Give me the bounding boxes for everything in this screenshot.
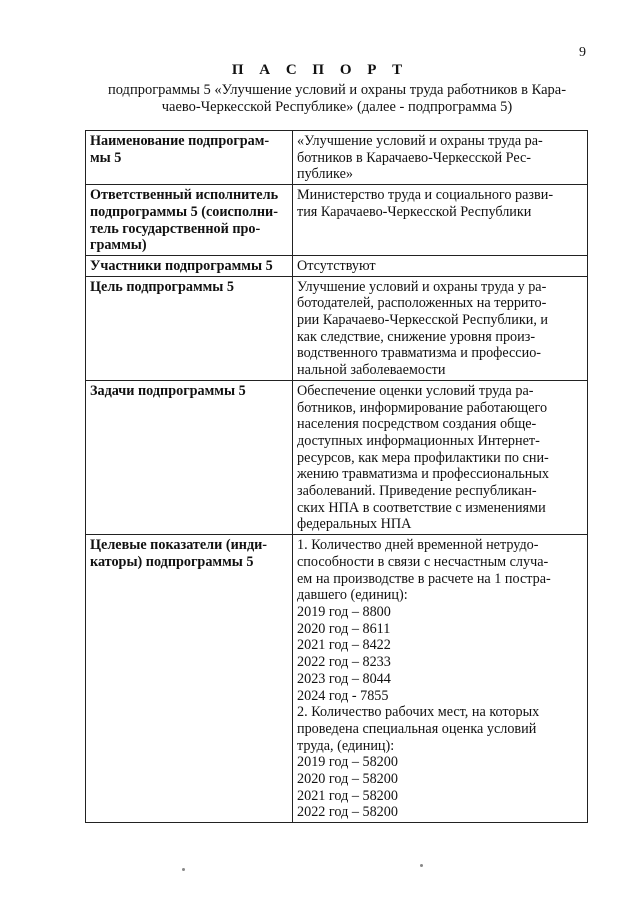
row-value-line: способности в связи с несчастным случа- — [297, 553, 549, 570]
row-value-line: 1. Количество дней временной нетрудо- — [297, 537, 539, 554]
passport-table — [85, 130, 588, 823]
row-value-cell — [293, 380, 588, 534]
row-value-cell — [293, 255, 588, 276]
row-value-line: «Улучшение условий и охраны труда ра- — [297, 133, 543, 149]
subtitle-line: подпрограммы 5 «Улучшение условий и охраны труда работников в Кара- — [107, 82, 567, 98]
row-value-cell — [293, 131, 588, 185]
row-value-line: жению травматизма и профессиональных — [297, 466, 550, 483]
subtitle-line: чаево-Черкесской Республике» (далее - подпрограмма 5) — [161, 99, 513, 115]
row-label-line: Задачи подпрограммы 5 — [90, 382, 246, 399]
row-value-line: населения посредством создания обще- — [297, 416, 537, 433]
row-value-line: ресурсов, как мера профилактики по сни- — [297, 449, 549, 466]
scan-artifact-dot — [420, 864, 423, 867]
row-value-line: 2024 год - 7855 — [297, 687, 389, 704]
row-value-line: труда, (единиц): — [297, 737, 395, 754]
row-value-line: водственного травматизма и профессио- — [297, 345, 542, 362]
document-title: П А С П О Р Т — [231, 62, 409, 78]
row-value-cell — [293, 185, 588, 256]
row-label-line: мы 5 — [90, 149, 122, 166]
row-value-cell — [293, 535, 588, 823]
row-value-line: ботников, информирование работающего — [297, 399, 548, 416]
row-label-line: Участники подпрограммы 5 — [90, 257, 273, 274]
page-number: 9 — [579, 45, 586, 60]
row-label-cell — [86, 535, 293, 823]
table-row — [86, 131, 588, 185]
row-value-line: 2019 год – 58200 — [297, 754, 398, 771]
row-value-line: 2019 год – 8800 — [297, 603, 391, 620]
row-label-line: каторы) подпрограммы 5 — [90, 553, 254, 570]
row-value-line: Обеспечение оценки условий труда ра- — [297, 382, 534, 399]
row-value-line: ботников в Карачаево-Черкесской Рес- — [297, 149, 531, 166]
row-value-line: проведена специальная оценка условий — [297, 720, 537, 737]
document-subtitle — [92, 82, 582, 116]
row-label-line: подпрограммы 5 (соисполни- — [90, 203, 278, 220]
passport-table-body — [86, 131, 588, 823]
row-value-line: ских НПА в соответствие с изменениями — [297, 499, 546, 516]
row-value-line: заболеваний. Приведение республикан- — [297, 483, 537, 500]
row-value-line: 2022 год – 8233 — [297, 654, 391, 671]
row-value-line: 2020 год – 8611 — [297, 620, 391, 637]
scan-artifact-dot — [182, 868, 185, 871]
row-value-line: 2022 год – 58200 — [297, 804, 398, 821]
row-label-line: Цель подпрограммы 5 — [90, 278, 235, 295]
row-label-line: Ответственный исполнитель — [90, 187, 279, 204]
row-value-line: доступных информационных Интернет- — [297, 432, 540, 449]
row-value-line: ботодателей, расположенных на террито- — [297, 295, 547, 312]
row-value-line: Министерство труда и социального разви- — [297, 187, 554, 204]
row-label-line: Целевые показатели (инди- — [90, 537, 268, 554]
row-value-line: 2. Количество рабочих мест, на которых — [297, 704, 540, 721]
row-label-line: граммы) — [90, 237, 147, 254]
table-row — [86, 535, 588, 823]
row-value-line: рии Карачаево-Черкесской Республики, и — [297, 312, 549, 329]
row-value-line: как следствие, снижение уровня произ- — [297, 328, 536, 345]
row-label-cell — [86, 380, 293, 534]
row-value-line: давшего (единиц): — [297, 587, 408, 604]
row-label-line: Наименование подпрограм- — [90, 133, 270, 149]
row-value-line: федеральных НПА — [297, 516, 412, 533]
row-label-cell — [86, 185, 293, 256]
row-value-line: Отсутствуют — [297, 257, 376, 274]
row-value-line: 2021 год – 58200 — [297, 787, 398, 804]
row-value-line: ем на производстве в расчете на 1 постра- — [297, 570, 551, 587]
row-value-cell — [293, 276, 588, 380]
row-label-cell — [86, 255, 293, 276]
table-row — [86, 380, 588, 534]
row-value-line: 2023 год – 8044 — [297, 670, 391, 687]
row-value-line: нальной заболеваемости — [297, 362, 446, 379]
row-label-cell — [86, 276, 293, 380]
row-label-cell — [86, 131, 293, 185]
table-row — [86, 276, 588, 380]
row-value-line: публике» — [297, 166, 353, 183]
row-value-line: Улучшение условий и охраны труда у ра- — [297, 278, 547, 295]
row-value-line: тия Карачаево-Черкесской Республики — [297, 203, 532, 220]
row-label-line: тель государственной про- — [90, 220, 261, 237]
row-value-line: 2021 год – 8422 — [297, 637, 391, 654]
table-row — [86, 255, 588, 276]
passport-table-container — [85, 130, 588, 823]
row-value-line: 2020 год – 58200 — [297, 771, 398, 788]
table-row — [86, 185, 588, 256]
